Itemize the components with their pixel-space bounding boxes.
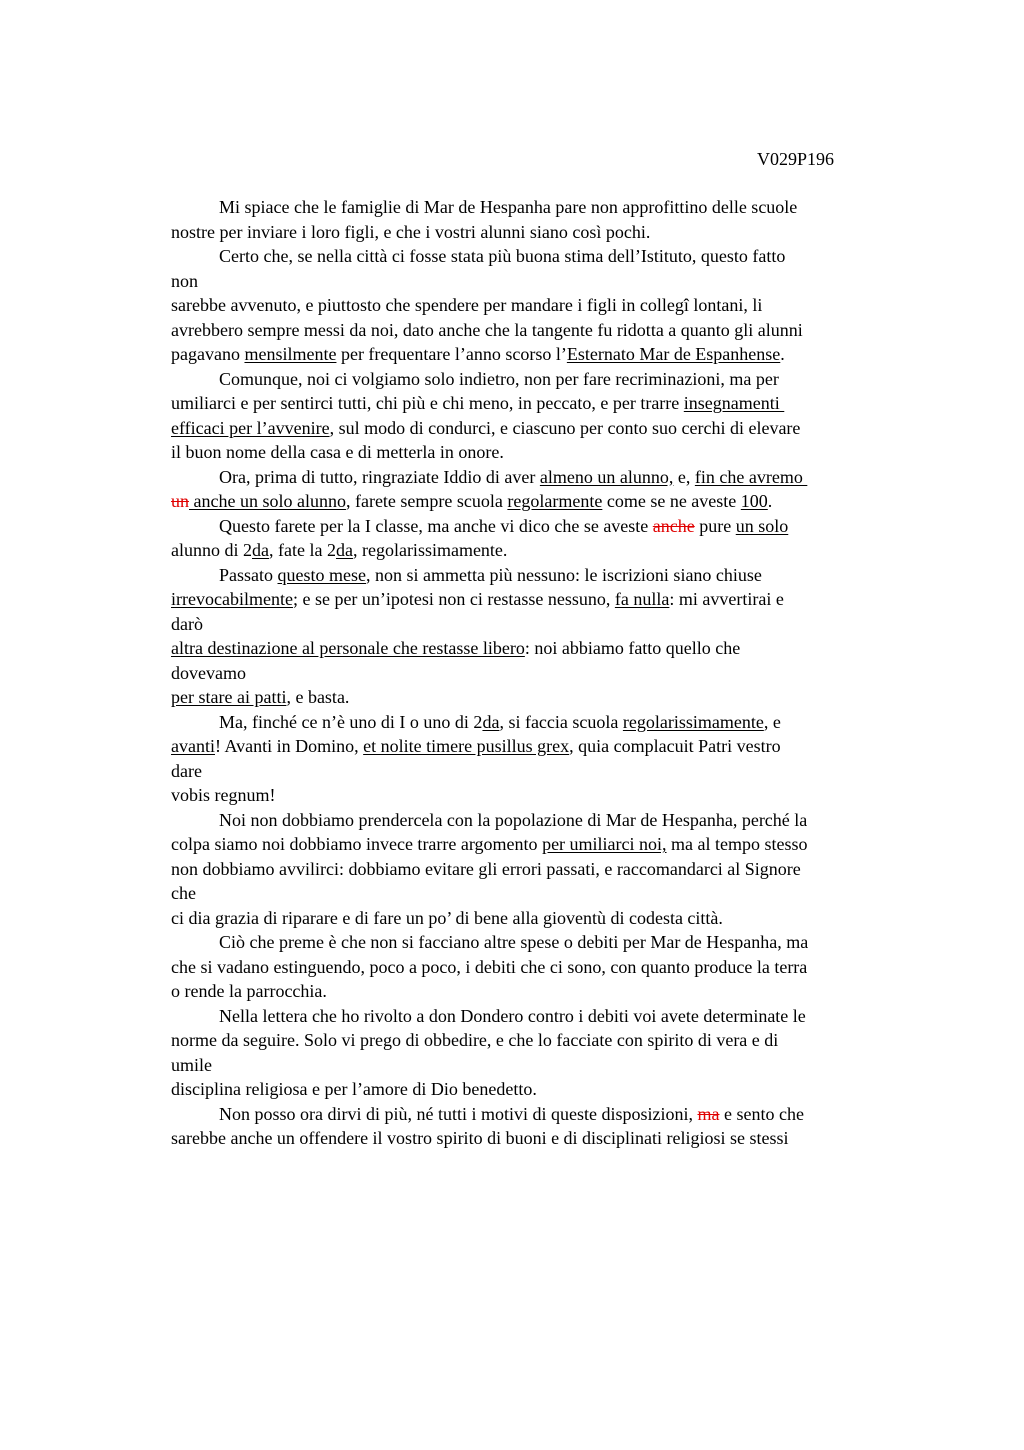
text-segment: , regolarissimamente. <box>352 540 508 560</box>
text-segment: o rende la parrocchia. <box>171 981 327 1001</box>
text-segment: Certo che, se nella città ci fosse stata più buona stima dell’Istituto, questo fatto <box>219 246 786 266</box>
text-segment: non dobbiamo avvilirci: dobbiamo evitare gli errori passati, e raccomandarci al Signore <box>171 858 801 879</box>
text-line <box>171 342 808 367</box>
text-segment: : mi avvertirai e <box>669 589 784 609</box>
text-line <box>171 685 808 710</box>
text-line <box>171 661 808 686</box>
text-segment: il buon nome della casa e di metterla in onore. <box>171 442 504 462</box>
underlined-text: almeno un alunno, <box>539 466 674 487</box>
text-line <box>171 808 808 833</box>
text-segment: per frequentare l’anno scorso l’ <box>336 344 567 364</box>
underlined-text: avanti <box>171 736 215 756</box>
text-line <box>171 759 808 784</box>
text-line <box>171 244 808 269</box>
text-segment: norme da seguire. Solo vi prego di obbedire, e che lo facciate con spirito di vera e di <box>171 1030 779 1050</box>
text-segment: dare <box>171 760 202 781</box>
text-segment: Ora, prima di tutto, ringraziate Iddio di aver <box>219 466 540 487</box>
underlined-text: regolarmente <box>507 491 603 511</box>
text-line <box>171 881 808 906</box>
text-segment: disciplina religiosa e per l’amore di Dio benedetto. <box>171 1079 537 1099</box>
text-segment: , non si ammetta più nessuno: le iscrizioni siano chiuse <box>365 564 762 585</box>
text-segment: avrebbero sempre messi da noi, dato anche che la tangente fu ridotta a quanto gli alunni <box>171 319 803 340</box>
text-line <box>171 563 808 588</box>
text-segment: sarebbe avvenuto, e piuttosto che spendere per mandare i figli in collegi <box>171 295 689 315</box>
text-segment: , si faccia scuola <box>499 711 623 732</box>
text-line <box>171 293 808 318</box>
underlined-text: da <box>482 711 500 732</box>
text-line <box>171 930 808 955</box>
text-segment: Ma, finché ce n’è uno di I o uno di 2 <box>219 711 483 732</box>
underlined-text: efficaci per l’avvenire <box>171 417 330 438</box>
text-segment: che <box>171 883 196 903</box>
text-line <box>171 979 808 1004</box>
deleted-text: ma <box>697 1103 720 1124</box>
text-line <box>171 1102 808 1127</box>
underlined-text: insegnamenti <box>683 393 785 413</box>
underlined-text: fin che avremo <box>694 466 808 487</box>
text-segment: . <box>780 344 785 364</box>
text-segment: : noi abbiamo fatto quello che <box>524 638 741 658</box>
text-segment: ; e se per un’ipotesi non ci restasse nessuno, <box>292 589 615 609</box>
text-line <box>171 857 808 882</box>
text-segment: , farete sempre scuola <box>345 491 508 511</box>
text-line <box>171 1004 808 1029</box>
text-segment: , quia complacuit Patri vestro <box>569 736 781 756</box>
text-segment: Non posso ora dirvi di più, né tutti i motivi di queste disposizioni, <box>219 1103 698 1124</box>
text-segment: come se ne aveste <box>602 491 741 511</box>
underlined-text: per stare ai patti <box>171 687 287 707</box>
text-segment: dovevamo <box>171 662 246 683</box>
text-segment: ci dia grazia di riparare e di fare un po’ di bene alla gioventù di codesta città. <box>171 907 723 928</box>
text-line <box>171 1077 808 1102</box>
text-segment: , fate la 2 <box>269 540 336 560</box>
text-segment: . <box>767 491 773 511</box>
underlined-text: fa nulla <box>614 589 670 609</box>
text-line <box>171 587 808 612</box>
text-segment: sarebbe anche un offendere il vostro spirito di buoni e di disciplinati religiosi se stessi <box>171 1128 789 1148</box>
text-line <box>171 1028 808 1053</box>
text-line <box>171 783 808 808</box>
text-segment: Ciò che preme è che non si facciano altre spese o debiti per Mar de Hespanha, ma <box>219 932 809 952</box>
text-segment: darò <box>171 613 203 634</box>
underlined-text: mensilmente <box>244 344 337 364</box>
text-segment: Noi non dobbiamo prendercela con la popolazione di Mar de Hespanha, perché la <box>219 809 808 830</box>
text-segment: ma al tempo stesso <box>666 834 808 854</box>
text-segment: umiliarci e per sentirci tutti, chi più e chi meno, in peccato, e per trarre <box>171 393 684 413</box>
text-line <box>171 195 808 220</box>
text-segment: vobis regnum! <box>171 785 276 805</box>
underlined-text: da <box>252 540 269 560</box>
text-segment: colpa siamo noi dobbiamo invece trarre argomento <box>171 834 543 854</box>
underlined-text: anche un solo alunno <box>189 491 346 511</box>
text-segment: che si vadano estinguendo, poco a poco, i debiti che ci sono, con quanto produce la terra <box>171 956 808 977</box>
text-segment: Mi spiace che le famiglie di Mar de Hespanha pare non approfittino delle scuole <box>219 197 798 217</box>
text-line <box>171 220 808 245</box>
text-line <box>171 391 808 416</box>
text-line <box>171 440 808 465</box>
text-line <box>171 269 808 294</box>
text-line <box>171 636 808 661</box>
text-segment: , e basta. <box>286 687 350 707</box>
underlined-text: irrevocabilmente <box>171 589 293 609</box>
page-identifier: V029P196 <box>757 149 835 169</box>
text-line <box>171 1126 808 1151</box>
text-line <box>171 955 808 980</box>
deleted-text: un <box>171 491 189 511</box>
text-segment: , e <box>763 711 781 732</box>
text-line <box>171 710 808 735</box>
text-line <box>171 489 808 514</box>
text-segment: e, <box>673 466 695 487</box>
text-segment: alunno di 2 <box>171 540 252 560</box>
text-segment: e sento che <box>719 1103 804 1124</box>
text-segment: ! Avanti in Domino, <box>214 736 364 756</box>
text-segment: nostre per inviare i loro figli, e che i vostri alunni siano così pochi. <box>171 221 651 242</box>
text-line <box>171 832 808 857</box>
text-line <box>171 416 808 441</box>
text-segment: lontani, li <box>688 295 763 315</box>
underlined-text: un solo <box>735 515 789 536</box>
text-line <box>171 318 808 343</box>
text-line <box>171 367 808 392</box>
text-segment: Nella lettera che ho rivolto a don Dondero contro i debiti voi avete determinate le <box>219 1005 806 1026</box>
text-line <box>171 465 808 490</box>
deleted-text: anche <box>652 515 695 536</box>
text-line <box>171 538 808 563</box>
text-segment: non <box>171 270 198 291</box>
underlined-text: questo mese <box>277 564 366 585</box>
underlined-text: Esternato Mar de Espanhense <box>566 344 781 364</box>
underlined-text: 100 <box>740 491 768 511</box>
underlined-text: regolarissimamente <box>622 711 764 732</box>
text-segment: Comunque, noi ci volgiamo solo indietro, non per fare recriminazioni, ma per <box>219 368 779 389</box>
text-segment: pure <box>694 515 736 536</box>
underlined-text: altra destinazione al personale che restasse libero <box>171 638 525 658</box>
text-line <box>171 514 808 539</box>
underlined-text: per umiliarci noi, <box>542 834 667 854</box>
text-segment: Questo farete per la I classe, ma anche vi dico che se aveste <box>219 515 653 536</box>
text-line <box>171 734 808 759</box>
underlined-text: da <box>335 540 353 560</box>
text-segment: pagavano <box>171 344 245 364</box>
text-line <box>171 906 808 931</box>
text-segment: umile <box>171 1054 212 1075</box>
text-segment: Passato <box>219 564 278 585</box>
text-line <box>171 1053 808 1078</box>
text-segment: , sul modo di condurci, e ciascuno per conto suo cerchi di elevare <box>329 417 801 438</box>
letter-body <box>171 195 808 1151</box>
underlined-text: et nolite timere pusillus grex <box>363 736 570 756</box>
text-line <box>171 612 808 637</box>
